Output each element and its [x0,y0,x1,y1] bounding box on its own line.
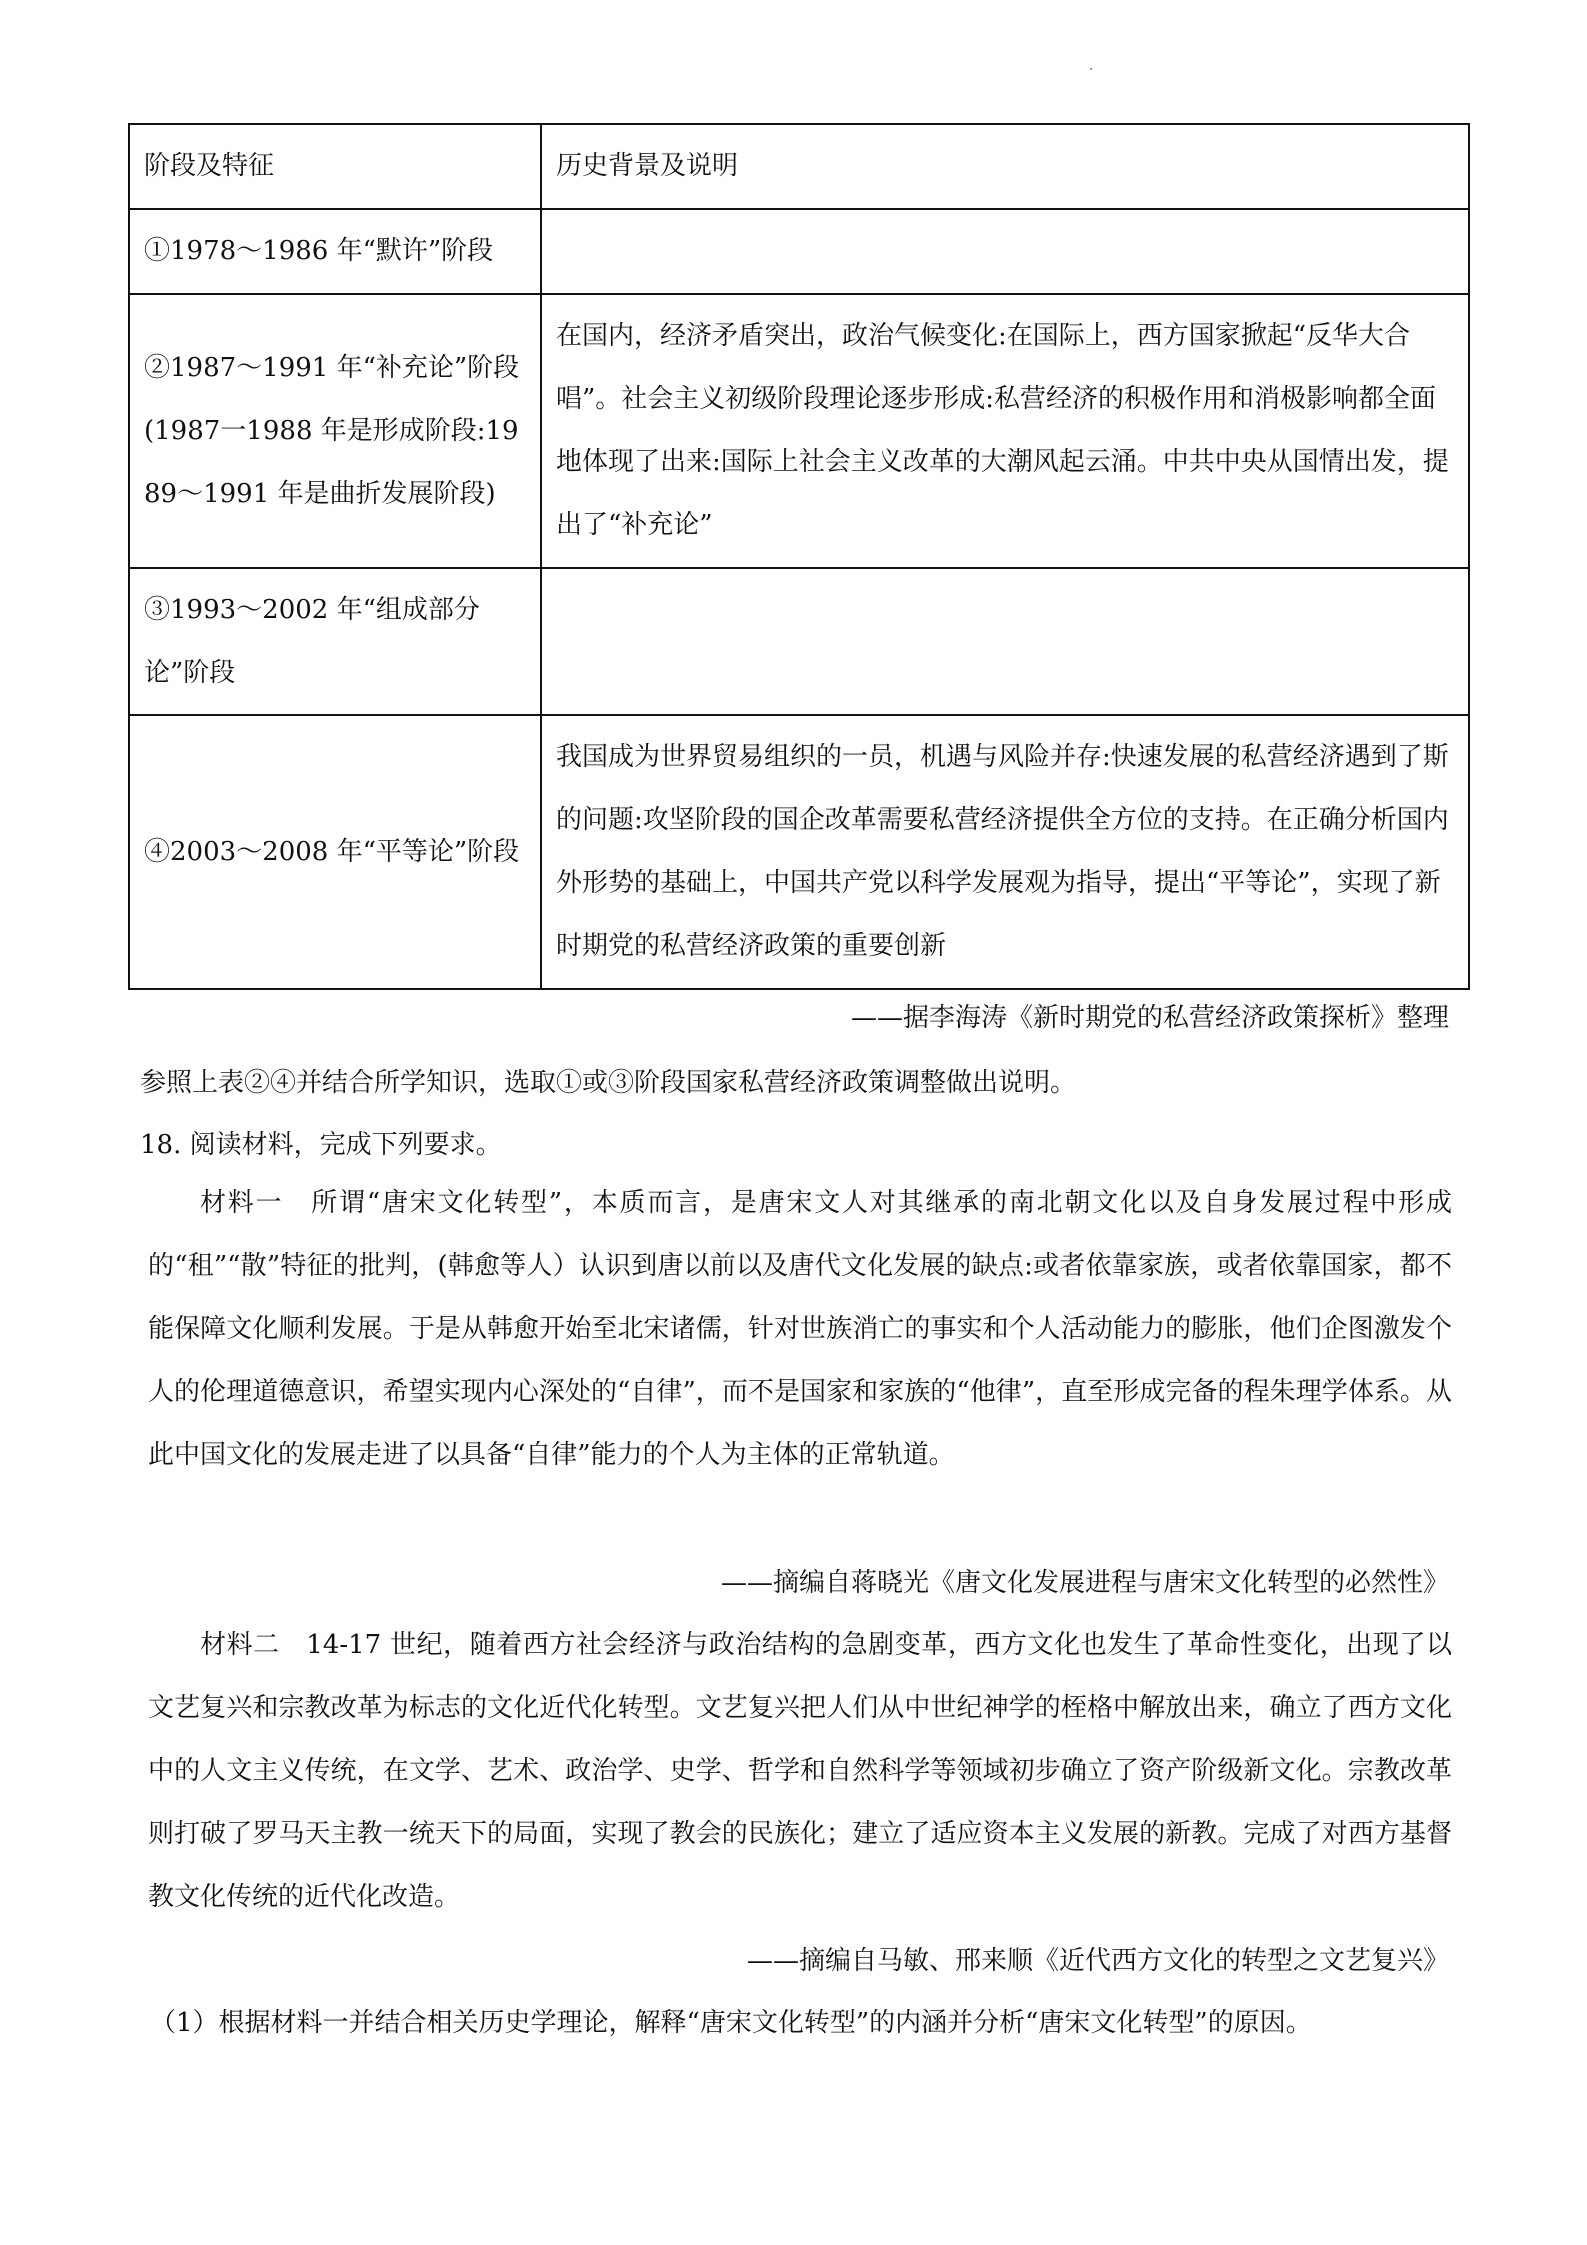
background-cell [541,568,1469,715]
stage-cell: ③1993～2002 年“组成部分论”阶段 [129,568,541,715]
table-row [129,568,1469,715]
question-18-title: 18. 阅读材料，完成下列要求。 [140,1130,502,1160]
table-header-row [129,124,1469,209]
stage-cell: ②1987～1991 年“补充论”阶段(1987一1988 年是形成阶段:1989～1991 年是曲折发展阶段) [129,294,541,568]
table-source-citation: ——据李海涛《新时期党的私营经济政策探析》整理 [850,1003,1449,1033]
material-one-source: ——摘编自蒋晓光《唐文化发展进程与唐宋文化转型的必然性》 [720,1568,1449,1598]
question-17-prompt: 参照上表②④并结合所学知识，选取①或③阶段国家私营经济政策调整做出说明。 [140,1068,1077,1098]
header-stage: 阶段及特征 [129,124,541,209]
table-row [129,294,1469,568]
header-background: 历史背景及说明 [541,124,1469,209]
stage-cell: ④2003～2008 年“平等论”阶段 [129,715,541,989]
policy-stage-table [128,123,1470,990]
background-cell: 在国内，经济矛盾突出，政治气候变化:在国际上，西方国家掀起“反华大合唱”。社会主义初级阶段理论逐步形成:私营经济的积极作用和消极影响都全面地体现了出来:国际上社会主义改革的大潮风起云涌。中共中央从国情出发，提出了“补充论” [541,294,1469,568]
material-two-text: 材料二 14-17 世纪，随着西方社会经济与政治结构的急剧变革，西方文化也发生了革命性变化，出现了以文艺复兴和宗教改革为标志的文化近代化转型。文艺复兴把人们从中世纪神学的桎格中解放出来，确立了西方文化中的人文主义传统，在文学、艺术、政治学、史学、哲学和自然科学等领域初步确立了资产阶级新文化。宗教改革则打破了罗马天主教一统天下的局面，实现了教会的民族化；建立了适应资本主义发展的新教。完成了对西方基督教文化传统的近代化改造。 [148,1630,1452,1912]
table-row [129,209,1469,294]
stage-cell: ①1978～1986 年“默许”阶段 [129,209,541,294]
background-cell: 我国成为世界贸易组织的一员，机遇与风险并存:快速发展的私营经济遇到了斯的问题:攻坚阶段的国企改革需要私营经济提供全方位的支持。在正确分析国内外形势的基础上，中国共产党以科学发展观为指导，提出“平等论”，实现了新时期党的私营经济政策的重要创新 [541,715,1469,989]
question-18-part-1: （1）根据材料一并结合相关历史学理论，解释“唐宋文化转型”的内涵并分析“唐宋文化转型”的原因。 [150,2008,1312,2038]
material-two-source: ——摘编自马敏、邢来顺《近代西方文化的转型之文艺复兴》 [746,1946,1449,1976]
material-one-text: 材料一 所谓“唐宋文化转型”，本质而言，是唐宋文人对其继承的南北朝文化以及自身发展过程中形成的“租”“散”特征的批判，(韩愈等人）认识到唐以前以及唐代文化发展的缺点:或者依靠家族，或者依靠国家，都不能保障文化顺利发展。于是从韩愈开始至北宋诸儒，针对世族消亡的事实和个人活动能力的膨胀，他们企图激发个人的伦理道德意识，希望实现内心深处的“自律”，而不是国家和家族的“他律”，直至形成完备的程朱理学体系。从此中国文化的发展走进了以具备“自律”能力的个人为主体的正常轨道。 [148,1188,1452,1470]
background-cell [541,209,1469,294]
scan-speck [1090,68,1092,70]
table-row [129,715,1469,989]
